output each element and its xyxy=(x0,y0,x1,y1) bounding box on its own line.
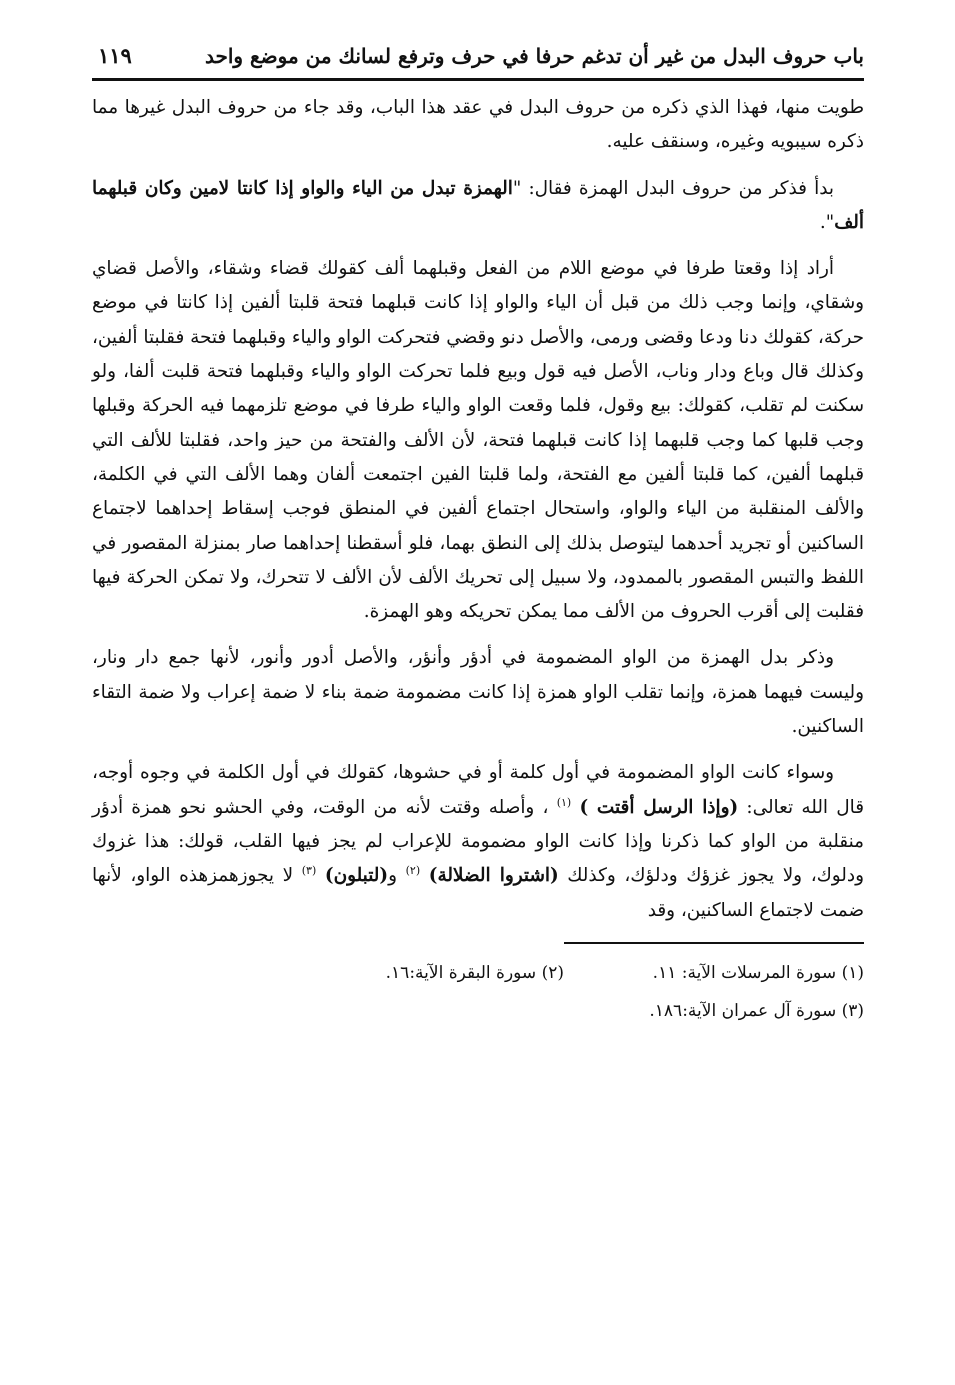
paragraph xyxy=(92,91,864,160)
footnote-1: (١) سورة المرسلات الآية: ١١. xyxy=(652,962,864,983)
bold-text: (لتبلون) xyxy=(324,865,389,887)
text-run: ، وأصله وقتت لأنه من الوقت، وفي الحشو نحو همزة أدؤر منقلبة من الواو كما ذكرنا وإذا كانت الواو مضمومة للإعراب لم يجز فيها القلب، قولك: هذا غزوك ودلوك، ولا يجوز غزؤك ودلؤك، وكذلك xyxy=(92,796,864,887)
paragraph xyxy=(92,756,864,927)
footnote-rule xyxy=(564,942,864,944)
header-rule xyxy=(92,78,864,81)
chapter-title: باب حروف البدل من غير أن تدغم حرفا في حرف وترفع لسانك من موضع واحد xyxy=(204,44,864,68)
text-run: أراد إذا وقعتا طرفا في موضع اللام من الفعل وقبلهما ألف كقولك قضاء وشقاء، والأصل قضاي وشقاي، وإنما وجب ذلك من قبل أن الياء والواو إذا كانت قبلهما فتحة قلبتا ألفين إذا كانتا في موضع حركة، كقولك دنا ودعا وقضى ورمى، والأصل دنو وقضي فتحركت الواو والياء وقبلهما فتحة فقلبتا ألفين، وكذلك قال وباع ودار وناب، الأصل فيه قول وبيع فلما تحركت الواو والياء وقبلهما فتحة قلبت ألفا، ولو سكنت لم تقلب، كقولك: بيع وقول، فلما وقعت الواو والياء طرفا في موضع تلزمهما فيه الحركة وقبلها وجب قلبها كما وجب قلبهما إذا كانت قبلهما فتحة، لأن الألف والفتحة من حيز واحد، فقلبتا للألف التي قبلهما ألفين، كما قلبتا ألفين مع الفتحة، ولما قلبتا الفين اجتمعت ألفان وهما الألف التي في الكلمة، والألف المنقلبة من الياء والواو، واستحال اجتماع ألفين في المنطق فوجب إسقاط إحداهما لاجتماع الساكنين أو تجريد أحدهما ليتوصل بذلك إلى النطق بهما، فلو أسقطنا إحداهما صار بمنزلة المقصور في اللفظ والتبس المقصور بالممدود، ولا سبيل إلى تحريك الألف لأن الألف لا تتحرك، ولا تمكن الحركة فيها فقلبت إلى أقرب الحروف من الألف مما يمكن تحريكه وهو الهمزة. xyxy=(92,258,864,623)
text-run: طويت منها، فهذا الذي ذكره من حروف البدل في عقد هذا الباب، وقد جاء من حروف البدل غيرها مما ذكره سيبويه وغيره، وسنقف عليه. xyxy=(92,97,864,153)
text-run: ". xyxy=(819,211,835,233)
footnote-row xyxy=(92,954,864,992)
paragraph xyxy=(92,172,864,241)
footnote-marker: (٢) xyxy=(405,864,421,878)
text-run: و xyxy=(388,865,406,887)
paragraph xyxy=(92,252,864,629)
text-run: وسواء كانت الواو المضمومة في أول كلمة أو في حشوها، كقولك في أول الكلمة في وجوه أوجه، قال الله تعالى: xyxy=(92,762,865,818)
footnote-3: (٣) سورة آل عمران الآية:١٨٦. xyxy=(649,1000,864,1021)
footnote-2: (٢) سورة البقرة الآية:١٦. xyxy=(385,962,564,983)
text-run xyxy=(316,865,325,886)
body-text xyxy=(92,91,864,928)
paragraph xyxy=(92,641,864,744)
text-run: وذكر بدل الهمزة من الواو المضمومة في أدؤر وأنؤر، والأصل أدور وأنور، لأنها جمع دار ونار، وليست فيهما همزة، وإنما تقلب الواو همزة إذا كانت مضمومة ضمة بناء لا ضمة إعراب ولا ضمة التقاء الساكنين. xyxy=(92,647,864,738)
bold-text: (اشتروا الضلالة) xyxy=(428,865,559,887)
text-run: بدأ فذكر من حروف البدل الهمزة فقال: " xyxy=(512,177,834,199)
footnote-marker: (٣) xyxy=(301,864,317,878)
page-number: ١١٩ xyxy=(98,43,132,68)
text-run: لا يجوزهمزهذه الواو، لأنها ضمت لاجتماع الساكنين، وقد xyxy=(92,865,864,921)
bold-text: (وإذا الرسل أقتت ) xyxy=(579,796,739,818)
footnote-marker: (١) xyxy=(556,795,572,809)
running-header xyxy=(92,36,864,76)
document-page xyxy=(92,36,864,1030)
text-run xyxy=(420,865,429,886)
footnotes xyxy=(92,954,864,1030)
bold-text: الهمزة تبدل من الياء والواو إذا كانتا لامين وكان قبلهما ألف xyxy=(92,177,864,233)
footnote-row xyxy=(92,992,864,1030)
